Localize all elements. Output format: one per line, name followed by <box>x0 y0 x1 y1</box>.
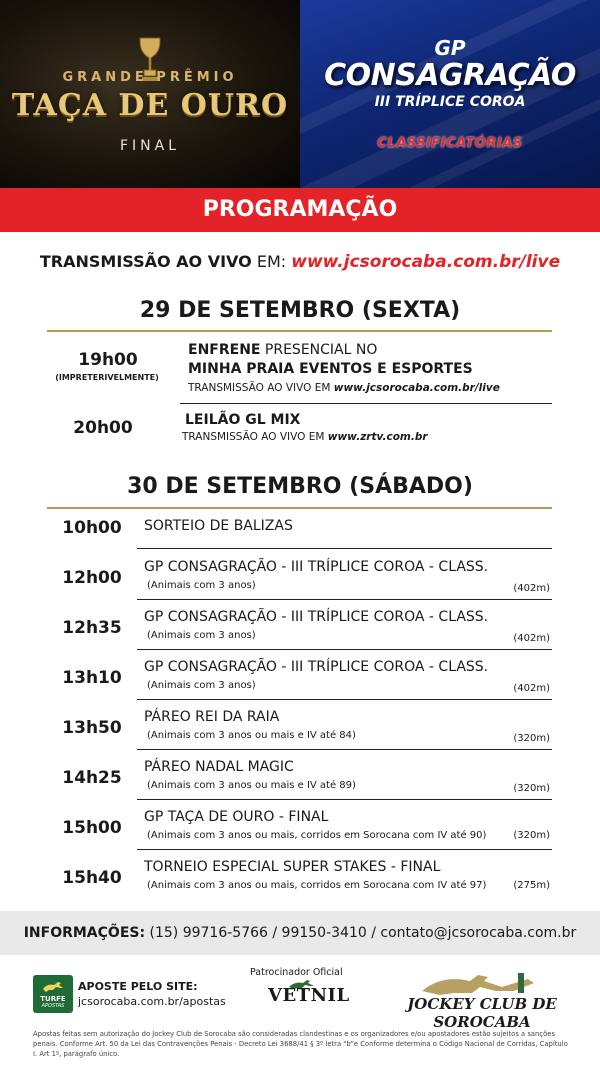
schedule-event: GP CONSAGRAÇÃO - III TRÍPLICE COROA - CLASS. <box>144 559 489 575</box>
schedule-event: GP CONSAGRAÇÃO - III TRÍPLICE COROA - CLASS. <box>144 609 489 625</box>
schedule-event: PÁREO REI DA RAIA <box>144 709 280 725</box>
schedule-distance: (402m) <box>513 683 550 694</box>
day1-event2-time: 20h00 <box>73 418 133 438</box>
taca-de-ouro-banner <box>0 0 300 188</box>
event-banner <box>0 0 600 188</box>
schedule-event: SORTEIO DE BALIZAS <box>144 518 293 534</box>
schedule-distance: (275m) <box>513 880 550 891</box>
day1-event2-transmission <box>182 431 428 443</box>
day1-row-divider <box>180 403 552 404</box>
row-divider <box>137 548 552 549</box>
row-divider <box>137 599 552 600</box>
turfe-logo-sub: APOSTAS <box>41 1003 65 1009</box>
schedule-note: (Animais com 3 anos) <box>147 680 256 691</box>
day1-event2-trans-label: TRANSMISSÃO AO VIVO EM <box>182 431 328 443</box>
schedule-row <box>47 518 552 548</box>
schedule-distance: (320m) <box>513 733 550 744</box>
day1-title: 29 DE SETEMBRO (SEXTA) <box>139 298 461 323</box>
schedule-note: (Animais com 3 anos ou mais e IV até 84) <box>147 730 356 741</box>
day2-divider <box>47 507 552 509</box>
live-url-link[interactable]: www.jcsorocaba.com.br/live <box>291 252 561 272</box>
day1-event2-title: LEILÃO GL MIX <box>185 412 301 428</box>
final-label: FINAL <box>119 138 181 154</box>
row-divider <box>137 649 552 650</box>
classificatorias-label: CLASSIFICATÓRIAS <box>377 136 523 151</box>
schedule-row <box>47 809 552 849</box>
schedule-time: 10h00 <box>62 518 122 538</box>
schedule-time: 12h35 <box>62 618 122 638</box>
day1-event1-title <box>188 341 473 379</box>
day1-event1-title-line2: MINHA PRAIA EVENTOS E ESPORTES <box>188 361 473 377</box>
schedule-time: 14h25 <box>62 768 122 788</box>
day1-event1-title-bold: ENFRENE <box>188 342 261 358</box>
schedule-distance: (320m) <box>513 830 550 841</box>
schedule-note: (Animais com 3 anos) <box>147 580 256 591</box>
schedule-time: 15h00 <box>62 818 122 838</box>
grande-premio-label: GRANDE PRÊMIO <box>62 70 238 85</box>
schedule-event: GP TAÇA DE OURO - FINAL <box>144 809 329 825</box>
schedule-row <box>47 859 552 899</box>
jockey-club-horse-icon <box>418 971 538 997</box>
schedule-note: (Animais com 3 anos) <box>147 630 256 641</box>
gp-label: GP <box>434 36 466 60</box>
day1-divider <box>47 330 552 332</box>
schedule-time: 13h50 <box>62 718 122 738</box>
schedule-note: (Animais com 3 anos ou mais, corridos em Sorocana com IV até 90) <box>147 830 487 841</box>
day2-title: 30 DE SETEMBRO (SÁBADO) <box>127 474 473 499</box>
schedule-row <box>47 659 552 699</box>
live-em: EM: <box>251 252 292 271</box>
triplice-coroa-label: III TRÍPLICE COROA <box>374 94 526 110</box>
patrocinador-label: Patrocinador Oficial <box>250 967 343 978</box>
programacao-header: PROGRAMAÇÃO <box>0 188 600 232</box>
info-contacts: (15) 99716-5766 / 99150-3410 / contato@jcsorocaba.com.br <box>145 925 577 941</box>
day1-event1-trans-url[interactable]: www.jcsorocaba.com.br/live <box>333 382 500 394</box>
schedule-distance: (402m) <box>513 583 550 594</box>
live-transmission-line <box>0 252 600 272</box>
day1-event1-trans-label: TRANSMISSÃO AO VIVO EM <box>188 382 334 394</box>
schedule-row <box>47 609 552 649</box>
schedule-event: TORNEIO ESPECIAL SUPER STAKES - FINAL <box>144 859 441 875</box>
schedule-row <box>47 709 552 749</box>
row-divider <box>137 799 552 800</box>
consagracao-banner <box>300 0 600 188</box>
schedule-time: 13h10 <box>62 668 122 688</box>
jockey-club-logo: JOCKEY CLUB DE SOROCABA <box>407 995 557 1031</box>
taca-de-ouro-title: TAÇA DE OURO <box>11 88 289 123</box>
schedule-note: (Animais com 3 anos ou mais, corridos em Sorocana com IV até 97) <box>147 880 487 891</box>
consagracao-title: CONSAGRAÇÃO <box>324 58 576 93</box>
schedule-row <box>47 759 552 799</box>
day1-event1-title-rest: PRESENCIAL NO <box>260 342 378 358</box>
live-label: TRANSMISSÃO AO VIVO <box>39 252 252 271</box>
schedule-note: (Animais com 3 anos ou mais e IV até 89) <box>147 780 356 791</box>
schedule-event: GP CONSAGRAÇÃO - III TRÍPLICE COROA - CLASS. <box>144 659 489 675</box>
aposte-url-link[interactable]: jcsorocaba.com.br/apostas <box>78 995 226 1008</box>
day1-event1-sub: (IMPRETERIVELMENTE) <box>55 373 159 382</box>
day1-event1-time: 19h00 <box>78 350 138 370</box>
info-bar <box>0 911 600 955</box>
turfe-apostas-logo <box>33 975 73 1013</box>
schedule-distance: (320m) <box>513 783 550 794</box>
row-divider <box>137 849 552 850</box>
schedule-time: 15h40 <box>62 868 122 888</box>
day1-event1-transmission <box>188 382 500 394</box>
schedule-row <box>47 559 552 599</box>
aposte-label: APOSTE PELO SITE: <box>78 980 198 993</box>
vetnil-logo: VETNIL <box>268 985 350 1006</box>
row-divider <box>137 699 552 700</box>
day1-event2-trans-url[interactable]: www.zrtv.com.br <box>327 431 428 443</box>
row-divider <box>137 749 552 750</box>
turfe-logo-text: TURFE <box>40 995 66 1003</box>
info-label: INFORMAÇÕES: <box>23 925 146 941</box>
horse-icon <box>41 979 65 993</box>
schedule-time: 12h00 <box>62 568 122 588</box>
legal-disclaimer: Apostas feitas sem autorização do Jockey Club de Sorocaba são consideradas clandestinas e os organizadores e/ou apostadores estão sujeitos a sanções penais. Conforme Art. 50 da Lei das Contravenções Penais - Decreto Lei 3688/41 § 3º letra "b"e Conforme determina o Código Nacional de Corridas, Capítulo I. Art 1º, parágrafo único. <box>33 1030 568 1058</box>
schedule-event: PÁREO NADAL MAGIC <box>144 759 294 775</box>
schedule-distance: (402m) <box>513 633 550 644</box>
